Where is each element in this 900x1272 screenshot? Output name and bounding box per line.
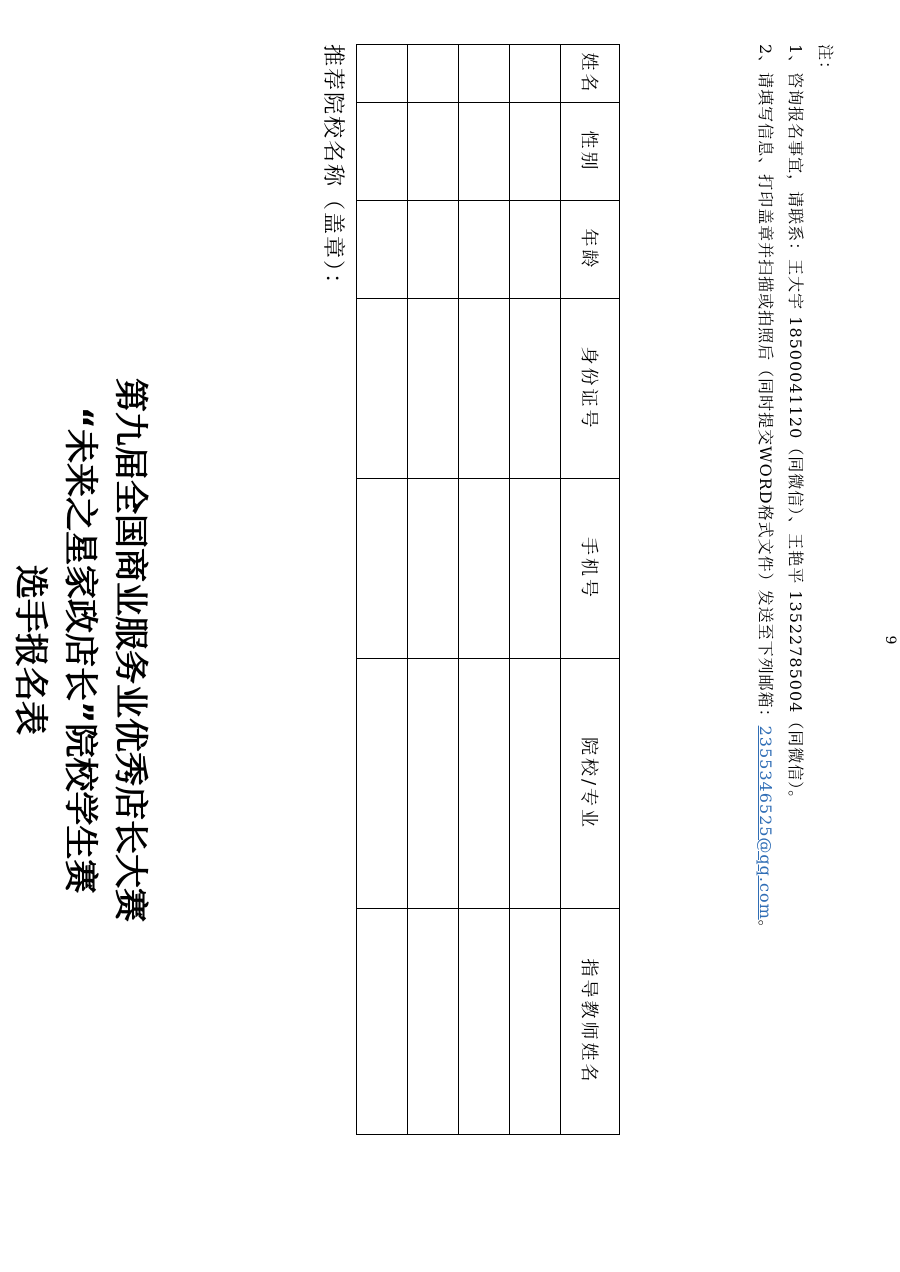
header-phone: 手机号 <box>561 479 620 659</box>
title-line-1: 第九届全国商业服务业优秀店长大赛 <box>110 378 150 922</box>
table-row <box>408 45 459 1135</box>
table-cell[interactable] <box>459 103 510 201</box>
note-submission <box>750 44 780 937</box>
table-cell[interactable] <box>510 45 561 103</box>
table-cell[interactable] <box>408 45 459 103</box>
notes-heading: 注： <box>816 44 835 79</box>
registration-table <box>356 44 620 1135</box>
table-cell[interactable] <box>459 45 510 103</box>
table-cell[interactable] <box>459 909 510 1135</box>
header-school-major: 院校/专业 <box>561 659 620 909</box>
note-submission-end: 。 <box>756 919 775 937</box>
notes-section <box>750 44 840 937</box>
header-age: 年龄 <box>561 201 620 299</box>
school-name-label: 推荐院校名称（盖章）： <box>320 44 345 298</box>
table-cell[interactable] <box>459 659 510 909</box>
table-cell[interactable] <box>459 299 510 479</box>
table-cell[interactable] <box>408 201 459 299</box>
page-number: 9 <box>882 635 898 645</box>
table-cell[interactable] <box>357 909 408 1135</box>
table-cell[interactable] <box>510 299 561 479</box>
header-gender: 性别 <box>561 103 620 201</box>
table-cell[interactable] <box>510 201 561 299</box>
table-cell[interactable] <box>357 299 408 479</box>
table-header-row <box>561 45 620 1135</box>
header-advisor-name: 指导教师姓名 <box>561 909 620 1135</box>
email-link[interactable]: 2355346525@qq.com <box>756 725 775 920</box>
table-cell[interactable] <box>408 479 459 659</box>
table-cell[interactable] <box>510 479 561 659</box>
table-cell[interactable] <box>510 909 561 1135</box>
form-title <box>5 340 155 960</box>
table-cell[interactable] <box>357 659 408 909</box>
table-cell[interactable] <box>510 103 561 201</box>
table-cell[interactable] <box>357 103 408 201</box>
table-cell[interactable] <box>408 103 459 201</box>
header-name: 姓名 <box>561 45 620 103</box>
table-row <box>459 45 510 1135</box>
title-line-2: “未来之星家政店长”院校学生赛 <box>60 406 100 894</box>
table-cell[interactable] <box>357 45 408 103</box>
table-cell[interactable] <box>459 479 510 659</box>
table-row <box>510 45 561 1135</box>
table-cell[interactable] <box>408 659 459 909</box>
title-line-3: 选手报名表 <box>10 565 50 735</box>
table-cell[interactable] <box>357 201 408 299</box>
table-cell[interactable] <box>510 659 561 909</box>
table-cell[interactable] <box>408 909 459 1135</box>
note-contact: 1、咨询报名事宜，请联系：王大宇 18500041120（同微信）、王艳平 13522785004（同微信）。 <box>786 44 805 808</box>
table-cell[interactable] <box>357 479 408 659</box>
table-row <box>357 45 408 1135</box>
header-id-number: 身份证号 <box>561 299 620 479</box>
table-cell[interactable] <box>408 299 459 479</box>
note-submission-text: 2、请填写信息、打印盖章并扫描或拍照后（同时提交WORD格式文件）发送至下列邮箱： <box>756 44 775 726</box>
table-cell[interactable] <box>459 201 510 299</box>
